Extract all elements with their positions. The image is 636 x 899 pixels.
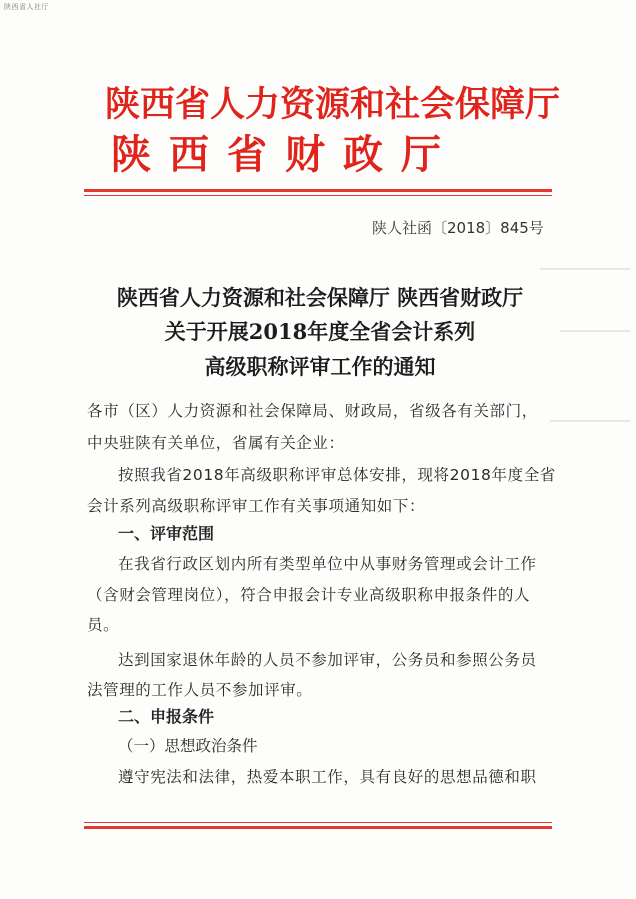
letterhead-issuer-2: 陕西省财政厅 [111,132,459,178]
section-2-subheading-1: （一）思想政治条件 [118,737,258,755]
intro-line-2: 会计系列高级职称评审工作有关事项通知如下： [87,497,426,515]
section-2-heading: 二、申报条件 [118,707,215,726]
bleed-through-mark [560,330,630,332]
footer-divider-thick [84,826,552,829]
document-title-line-1: 陕西省人力资源和社会保障厅 陕西省财政厅 [116,285,524,310]
section-1-para-1-line-2: （含财会管理岗位），符合申报会计专业高级职称申报条件的人 [87,586,531,604]
section-1-para-1-line-1: 在我省行政区划内所有类型单位中从事财务管理或会计工作 [118,555,537,573]
addressee-line-1: 各市（区）人力资源和社会保障局、财政局，省级各有关部门， [87,402,538,420]
footer-divider-thin [84,822,552,823]
section-1-heading: 一、评审范围 [118,524,215,543]
section-1-para-1-line-3: 员。 [87,616,120,634]
section-2-para-1-line-1: 遵守宪法和法律，热爱本职工作，具有良好的思想品德和职 [118,768,537,786]
intro-line-1: 按照我省2018年高级职称评审总体安排，现将2018年度全省 [118,466,556,484]
letterhead-divider-thin [84,195,552,196]
corner-stamp-mark: 陕西省人社厅 [4,3,49,11]
section-1-para-2-line-2: 法管理的工作人员不参加评审。 [87,681,313,699]
document-title-line-3: 高级职称评审工作的通知 [204,354,436,379]
section-1-para-2-line-1: 达到国家退休年龄的人员不参加评审，公务员和参照公务员 [118,651,537,669]
addressee-line-2: 中央驻陕有关单位，省属有关企业： [87,434,345,452]
bleed-through-mark [540,268,630,270]
document-title-line-2: 关于开展2018年度全省会计系列 [164,319,476,344]
letterhead-issuer-1: 陕西省人力资源和社会保障厅 [105,84,561,125]
letterhead-divider-thick [84,189,552,192]
document-number: 陕人社函〔2018〕845号 [372,219,544,237]
bleed-through-mark [550,420,630,422]
